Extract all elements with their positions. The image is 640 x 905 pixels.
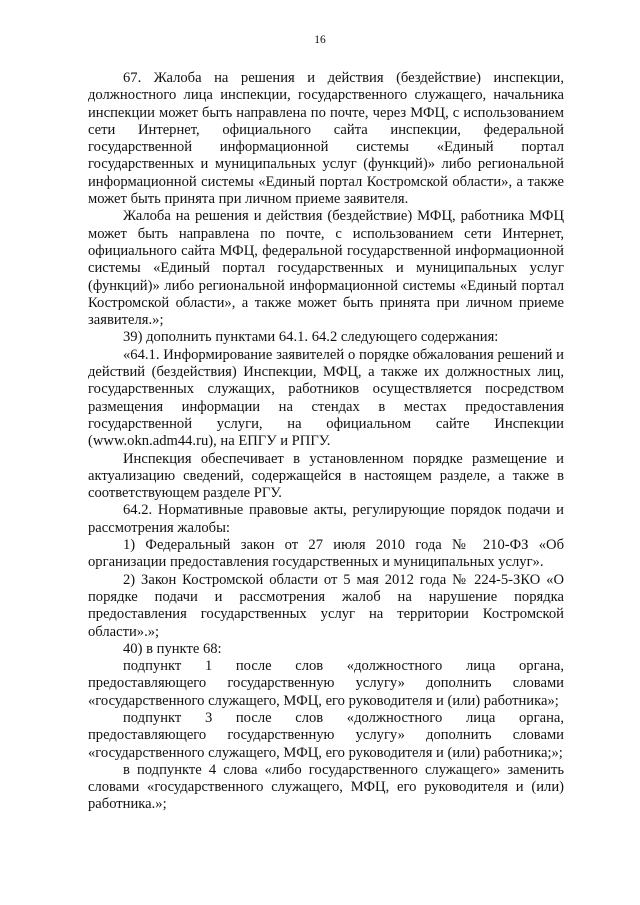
document-body bbox=[88, 70, 564, 814]
paragraph-67: 67. Жалоба на решения и действия (бездействие) инспекции, должностного лица инспекции, государственного служащего, начальника инспекции может быть направлена по почте, через МФЦ, с использованием сети Интернет, официального сайта инспекции, федеральной государственной информационной системы «Единый портал государственных и муниципальных услуг (функций)» либо региональной информационной системы «Единый портал Костромской области», а также может быть принята при личном приеме заявителя. bbox=[88, 70, 564, 208]
paragraph-64-2: 64.2. Нормативные правовые акты, регулирующие порядок подачи и рассмотрения жалобы: bbox=[88, 502, 564, 536]
paragraph-item-39: 39) дополнить пунктами 64.1. 64.2 следующего содержания: bbox=[123, 329, 499, 346]
page-number: 16 bbox=[314, 34, 326, 46]
paragraph-regional-law: 2) Закон Костромской области от 5 мая 2012 года № 224-5-ЗКО «О порядке подачи и рассмотрения жалоб на нарушение порядка предоставления государственных услуг на территории Костромской области».»; bbox=[88, 571, 564, 640]
paragraph-federal-law: 1) Федеральный закон от 27 июля 2010 года № 210-ФЗ «Об организации предоставления государственных и муниципальных услуг». bbox=[88, 537, 564, 571]
paragraph-64-1: «64.1. Информирование заявителей о порядке обжалования решений и действий (бездействия) Инспекции, МФЦ, а также их должностных лиц, государственных служащих, работников осуществляется посредством размещения информации на стендах в местах предоставления государственной услуги, на официальном сайте Инспекции (www.okn.adm44.ru), на ЕПГУ и РПГУ. bbox=[88, 346, 564, 450]
paragraph-subitem-3: подпункт 3 после слов «должностного лица органа, предоставляющего государственную услугу» дополнить словами «государственного служащего, МФЦ, его руководителя и (или) работника;»; bbox=[88, 709, 564, 761]
paragraph-item-40: 40) в пункте 68: bbox=[123, 640, 222, 657]
paragraph-subitem-1: подпункт 1 после слов «должностного лица органа, предоставляющего государственную услугу» дополнить словами «государственного служащего, МФЦ, его руководителя и (или) работника»; bbox=[88, 658, 564, 709]
paragraph-subitem-4: в подпункте 4 слова «либо государственного служащего» заменить словами «государственного служащего, МФЦ, его руководителя и (или) работника.»; bbox=[88, 761, 564, 813]
paragraph-mfc-complaint: Жалоба на решения и действия (бездействие) МФЦ, работника МФЦ может быть направлена по почте, с использованием сети Интернет, официального сайта МФЦ, федеральной государственной информационной системы «Единый портал государственных и муниципальных услуг (функций)» либо региональной информационной системы «Единый портал Костромской области», а также может быть принята при личном приеме заявителя.»; bbox=[88, 208, 564, 329]
paragraph-inspection-ensures: Инспекция обеспечивает в установленном порядке размещение и актуализацию сведений, содержащейся в настоящем разделе, а также в соответствующем разделе РГУ. bbox=[88, 450, 564, 502]
